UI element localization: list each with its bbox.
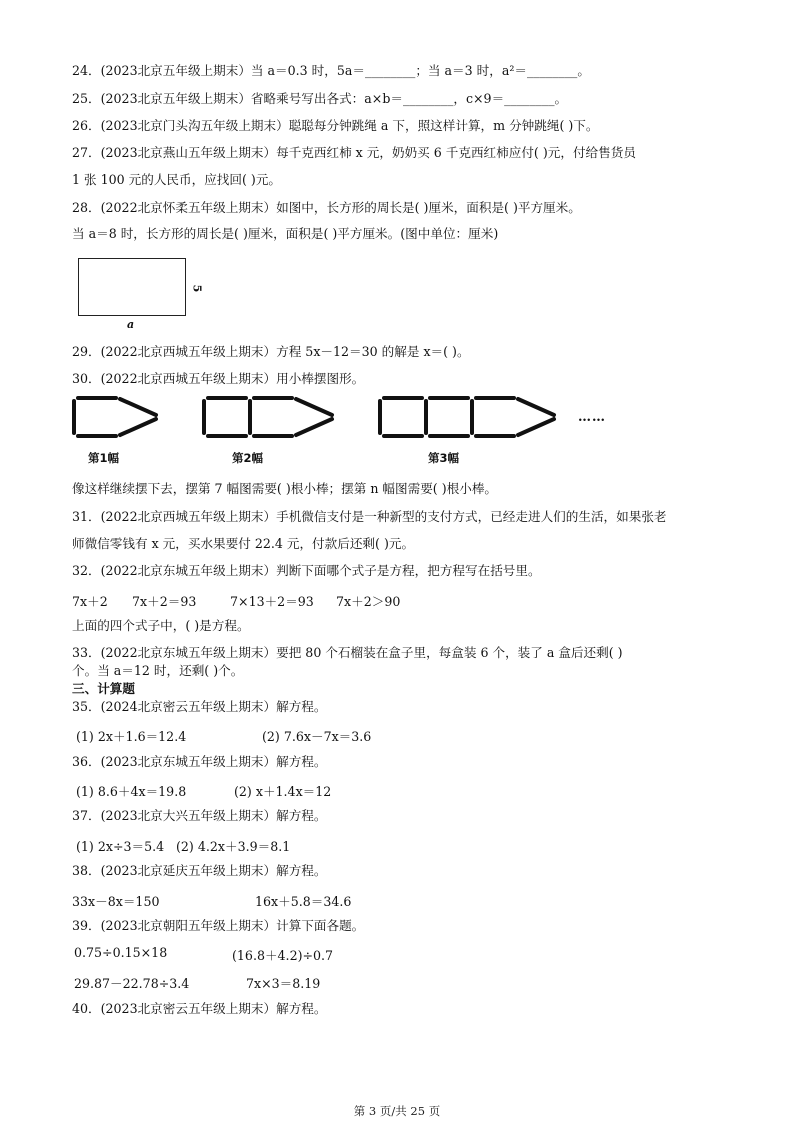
question-37: 37．(2023北京大兴五年级上期末）解方程。 — [72, 808, 327, 823]
q32-expression-1: 7x＋2 — [72, 594, 108, 609]
question-30-prompt: 像这样继续摆下去，摆第 7 幅图需要( )根小棒；摆第 n 幅图需要( )根小棒。 — [72, 481, 498, 496]
question-31-line2: 师微信零钱有 x 元，买水果要付 22.4 元，付款后还剩( )元。 — [72, 536, 415, 551]
q32-expression-3: 7×13＋2＝93 — [230, 594, 314, 609]
matchstick-figure-3 — [380, 398, 554, 436]
question-38: 38．(2023北京延庆五年级上期末）解方程。 — [72, 863, 327, 878]
q36-equation-1: (1) 8.6＋4x＝19.8 — [76, 784, 187, 799]
rectangle-bottom-label: a — [127, 318, 135, 331]
matchstick-figure-2 — [204, 398, 332, 436]
rectangle-figure — [78, 258, 186, 316]
question-31-line1: 31．(2022北京西城五年级上期末）手机微信支付是一种新型的支付方式，已经走进人们的生活，如果张老 — [72, 509, 667, 524]
question-26: 26．(2023北京门头沟五年级上期末）聪聪每分钟跳绳 a 下，照这样计算，m 分钟跳绳( )下。 — [72, 118, 599, 133]
section-heading: 三、计算题 — [72, 681, 135, 696]
question-39: 39．(2023北京朝阳五年级上期末）计算下面各题。 — [72, 918, 365, 933]
matchstick-figure-1 — [74, 398, 156, 436]
figure-caption-1: 第1幅 — [88, 451, 120, 465]
q37-equation-2: (2) 4.2x＋3.9＝8.1 — [176, 839, 291, 854]
q36-equation-2: (2) x＋1.4x＝12 — [234, 784, 332, 799]
question-27-line1: 27．(2023北京燕山五年级上期末）每千克西红柿 x 元，奶奶买 6 千克西红柿应付( )元，付给售货员 — [72, 145, 636, 160]
figure-ellipsis: …… — [578, 410, 606, 425]
question-30: 30．(2022北京西城五年级上期末）用小棒摆图形。 — [72, 371, 365, 386]
q37-equation-1: (1) 2x÷3＝5.4 — [76, 839, 165, 854]
q32-expression-2: 7x＋2＝93 — [132, 594, 197, 609]
question-33-line2: 个。当 a＝12 时，还剩( )个。 — [72, 663, 244, 678]
question-36: 36．(2023北京东城五年级上期末）解方程。 — [72, 754, 327, 769]
q38-equation-1: 33x－8x＝150 — [72, 894, 160, 909]
q35-equation-2: (2) 7.6x－7x＝3.6 — [262, 729, 372, 744]
page-number: 第 3 页/共 25 页 — [353, 1104, 441, 1118]
q38-equation-2: 16x＋5.8＝34.6 — [255, 894, 352, 909]
q35-equation-1: (1) 2x＋1.6＝12.4 — [76, 729, 187, 744]
question-27-line2: 1 张 100 元的人民币，应找回( )元。 — [72, 172, 282, 187]
q39-expression-3: 29.87－22.78÷3.4 — [74, 976, 190, 991]
q39-expression-2: (16.8＋4.2)÷0.7 — [232, 948, 334, 963]
question-24: 24．(2023北京五年级上期末）当 a＝0.3 时，5a＝________；当 a＝3 时，a²＝________。 — [72, 63, 590, 78]
q39-expression-4: 7x×3＝8.19 — [246, 976, 321, 991]
q39-expression-1: 0.75÷0.15×18 — [74, 945, 168, 960]
question-28-line2: 当 a＝8 时，长方形的周长是( )厘米，面积是( )平方厘米。(图中单位：厘米) — [72, 226, 499, 241]
question-32: 32．(2022北京东城五年级上期末）判断下面哪个式子是方程，把方程写在括号里。 — [72, 563, 541, 578]
question-40: 40．(2023北京密云五年级上期末）解方程。 — [72, 1001, 327, 1016]
figure-caption-2: 第2幅 — [232, 451, 264, 465]
figure-caption-3: 第3幅 — [428, 451, 460, 465]
question-35: 35．(2024北京密云五年级上期末）解方程。 — [72, 699, 327, 714]
rectangle-side-label: 5 — [190, 284, 204, 293]
matchstick-figures — [68, 393, 568, 443]
question-25: 25．(2023北京五年级上期末）省略乘号写出各式：a×b＝________，c×9＝________。 — [72, 91, 568, 106]
question-28-line1: 28．(2022北京怀柔五年级上期末）如图中，长方形的周长是( )厘米，面积是( )平方厘米。 — [72, 200, 581, 215]
question-32-prompt: 上面的四个式子中，( )是方程。 — [72, 618, 250, 633]
question-33-line1: 33．(2022北京东城五年级上期末）要把 80 个石榴装在盒子里，每盒装 6 个，装了 a 盒后还剩( ) — [72, 645, 623, 660]
question-29: 29．(2022北京西城五年级上期末）方程 5x－12＝30 的解是 x＝( )。 — [72, 344, 470, 359]
q32-expression-4: 7x＋2＞90 — [336, 594, 401, 609]
